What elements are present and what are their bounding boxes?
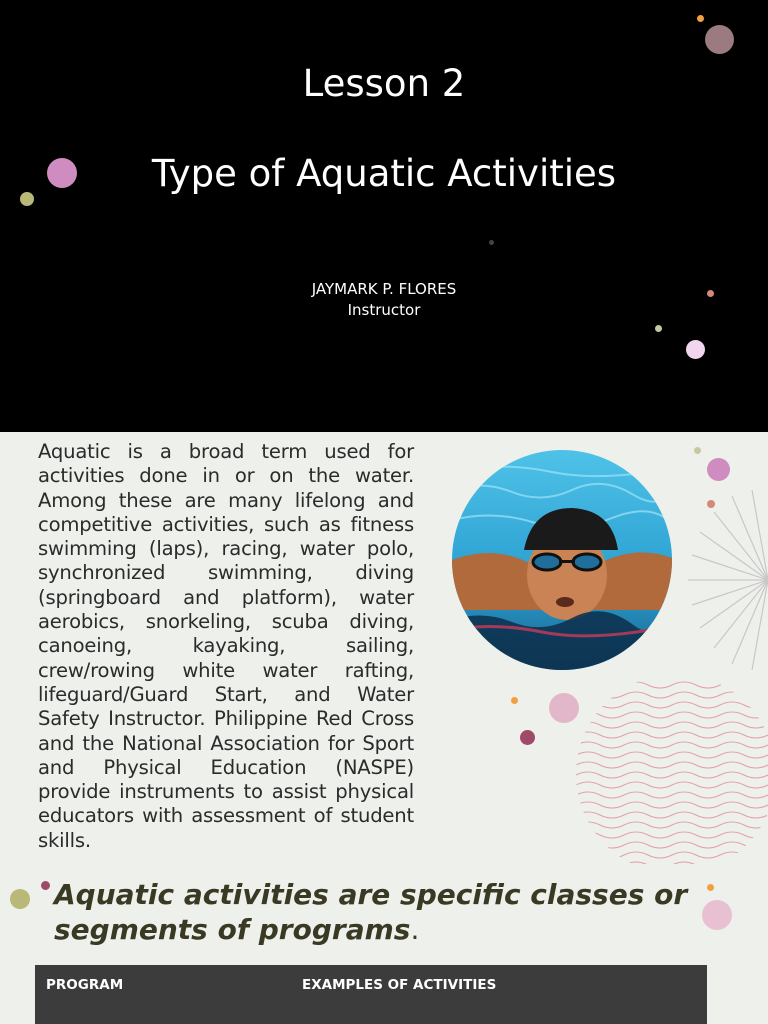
sunburst-decoration xyxy=(680,490,768,670)
decor-dot xyxy=(697,15,704,22)
decor-dot xyxy=(489,240,494,245)
decor-dot xyxy=(694,447,701,454)
decor-dot xyxy=(10,889,30,909)
presenter-role: Instructor xyxy=(347,301,421,319)
table-header-row xyxy=(35,965,707,1024)
wavy-circle-decoration xyxy=(576,679,768,864)
decor-dot xyxy=(707,458,730,481)
table-slide xyxy=(0,864,768,1024)
decor-dot xyxy=(549,693,579,723)
decor-dot xyxy=(655,325,662,332)
column-header-program: PROGRAM xyxy=(46,977,124,993)
decor-dot xyxy=(511,697,518,704)
section-heading xyxy=(54,877,734,947)
slide-title: Type of Aquatic Activities xyxy=(151,152,617,195)
body-paragraph: Aquatic is a broad term used for activities done in or on the water. Among these are many lifelong and competitive activities, such as fitness swimming (laps), racing, water polo, synchronized swimming, diving (springboard and platform), water aerobics, snorkeling, scuba diving, canoeing, kayaking, sailing, crew/rowing white water rafting, lifeguard/Guard Start, and Water Safety Instructor. Philippine Red Cross and the National Association for Sport and Physical Education (NASPE) provide instruments to assist physical educators with assessment of student skills. xyxy=(38,440,414,852)
lesson-number: Lesson 2 xyxy=(302,62,466,105)
title-slide xyxy=(0,0,768,432)
decor-dot xyxy=(520,730,535,745)
column-header-examples: EXAMPLES OF ACTIVITIES xyxy=(302,977,497,993)
decor-dot xyxy=(705,25,734,54)
content-slide xyxy=(0,432,768,864)
presenter-name: JAYMARK P. FLORES xyxy=(311,280,457,298)
heading-text: Aquatic activities are specific classes or segments of programs xyxy=(54,878,688,946)
swimmer-photo xyxy=(452,450,672,670)
heading-period: . xyxy=(410,913,420,946)
decor-dot xyxy=(686,340,705,359)
decor-dot xyxy=(41,881,50,890)
